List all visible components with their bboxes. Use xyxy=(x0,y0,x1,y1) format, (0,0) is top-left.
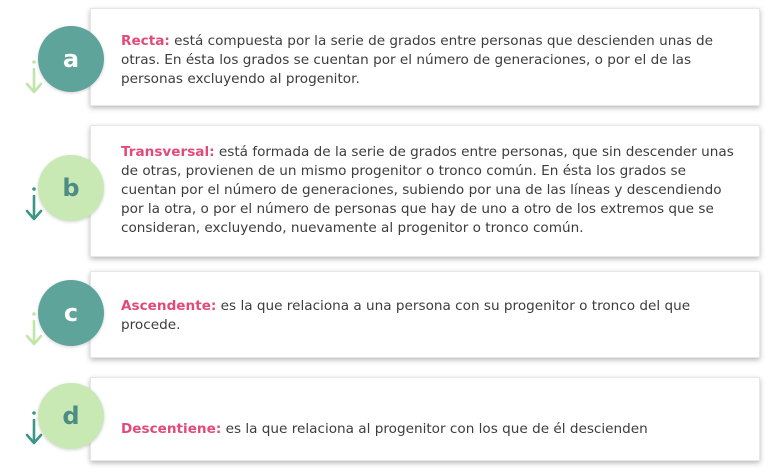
term-label: Ascendente: xyxy=(121,298,217,314)
definition-card-transversal xyxy=(90,125,760,257)
badge-letter: b xyxy=(38,155,104,221)
list-item-a xyxy=(0,0,768,115)
badge-letter: d xyxy=(38,383,104,449)
definition-body: es la que relaciona al progenitor con los que de él descienden xyxy=(221,421,648,437)
definition-text xyxy=(121,32,745,89)
term-label: Transversal: xyxy=(121,144,215,160)
list-item-d xyxy=(0,365,768,471)
definition-body: está formada de la serie de grados entre personas, que sin descender unas de otras, provienen de un mismo progenitor o tronco común. En ésta los grados se cuentan por el número de generaciones, subiendo por una de las líneas y descendiendo por la otra, o por el número de personas que hay de uno a otro de los extremos que se consideran, excluyendo, nuevamente al progenitor o tronco común. xyxy=(121,144,734,236)
term-label: Recta: xyxy=(121,33,170,49)
definition-text xyxy=(121,143,745,238)
definition-body: es la que relaciona a una persona con su progenitor o tronco del que procede. xyxy=(121,298,691,333)
list-item-c xyxy=(0,263,768,365)
definition-card-descentiene xyxy=(90,377,760,461)
badge-letter: a xyxy=(38,26,104,92)
term-label: Descentiene: xyxy=(121,421,222,437)
definition-text xyxy=(121,297,745,335)
definition-text xyxy=(121,420,745,439)
definition-body: está compuesta por la serie de grados entre personas que descienden unas de otras. En ésta los grados se cuentan por el número de generaciones, o por el de las personas excluyendo al progenitor. xyxy=(121,33,714,87)
definition-card-recta xyxy=(90,8,760,106)
list-item-b xyxy=(0,115,768,263)
badge-letter: c xyxy=(38,280,104,346)
definition-card-ascendente xyxy=(90,271,760,358)
